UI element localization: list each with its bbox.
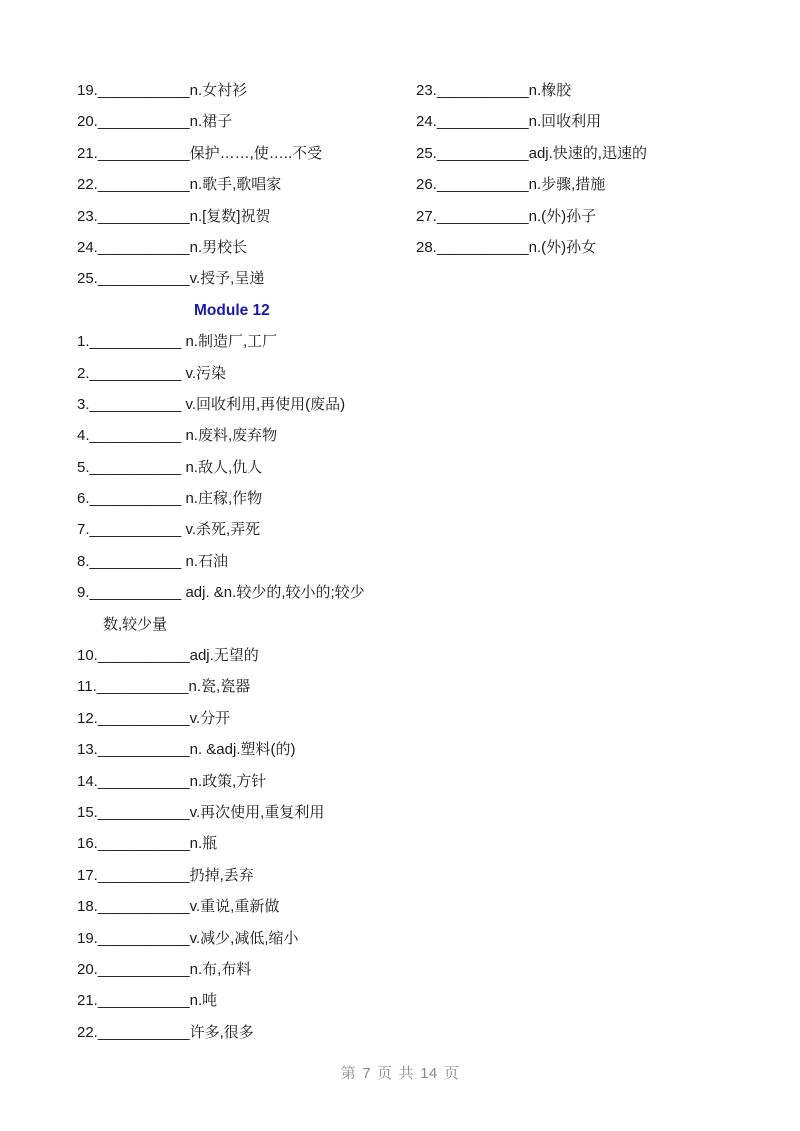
vocab-item (77, 581, 407, 612)
footer-total-word: 共 (398, 1065, 415, 1082)
answer-blank: ___________ (89, 427, 182, 445)
answer-blank: ___________ (436, 144, 529, 162)
answer-blank: ___________ (96, 678, 189, 696)
answer-blank: ___________ (97, 1023, 190, 1041)
answer-blank: ___________ (89, 458, 182, 476)
answer-blank: ___________ (89, 552, 182, 570)
answer-blank: ___________ (89, 395, 182, 413)
item-number: 21. (77, 992, 98, 1010)
item-number: 10. (77, 647, 98, 665)
answer-blank: ___________ (436, 113, 529, 131)
vocab-item (77, 644, 407, 675)
item-definition: v.授予,呈递 (189, 270, 265, 288)
answer-blank: ___________ (97, 866, 190, 884)
item-definition: n.男校长 (189, 238, 248, 256)
answer-blank: ___________ (97, 176, 190, 194)
item-number: 27. (416, 207, 437, 225)
item-number: 11. (77, 678, 97, 696)
item-definition: n.橡胶 (528, 82, 572, 99)
vocab-item (77, 801, 407, 832)
answer-blank: ___________ (97, 741, 190, 759)
answer-blank: ___________ (89, 333, 182, 351)
item-definition: n.政策,方针 (189, 772, 267, 790)
vocab-item (77, 205, 407, 236)
item-definition: v.分开 (189, 709, 231, 727)
right-column (416, 79, 746, 267)
item-definition: n.(外)孙女 (528, 238, 597, 256)
vocab-item-continuation: 数,较少量 (103, 615, 168, 633)
answer-blank: ___________ (97, 835, 190, 853)
item-definition: 扔掉,丢弃 (189, 866, 254, 884)
item-number: 15. (77, 803, 98, 821)
vocab-item (77, 110, 407, 141)
vocab-item (77, 393, 407, 424)
item-number: 7. (77, 521, 90, 539)
item-number: 28. (416, 238, 437, 256)
answer-blank: ___________ (436, 207, 529, 225)
vocab-item (416, 173, 746, 204)
vocab-item (77, 424, 407, 455)
item-definition: n.[复数]祝贺 (189, 207, 271, 225)
item-definition: 许多,很多 (189, 1023, 254, 1041)
item-number: 8. (77, 552, 90, 570)
item-number: 25. (77, 270, 98, 288)
item-definition: n.庄稼,作物 (185, 490, 263, 508)
item-definition: n.敌人,仇人 (185, 458, 263, 476)
vocab-item (77, 79, 407, 110)
answer-blank: ___________ (97, 772, 190, 790)
vocab-item (77, 362, 407, 393)
vocab-item (77, 236, 407, 267)
item-definition: n.(外)孙子 (528, 207, 597, 225)
item-number: 20. (77, 960, 98, 978)
item-definition: n. &adj.塑料(的) (189, 741, 296, 759)
answer-blank: ___________ (97, 803, 190, 821)
item-number: 24. (77, 238, 98, 256)
answer-blank: ___________ (97, 144, 190, 162)
vocab-item (77, 738, 407, 769)
vocab-item (77, 864, 407, 895)
item-number: 9. (77, 584, 90, 602)
answer-blank: ___________ (97, 238, 190, 256)
module-heading: Module 12 (194, 301, 270, 319)
answer-blank: ___________ (436, 176, 529, 194)
item-number: 23. (77, 207, 98, 225)
total-pages-number: 14 (420, 1065, 438, 1082)
item-number: 24. (416, 113, 437, 131)
item-number: 1. (77, 333, 90, 351)
vocab-item (77, 456, 407, 487)
item-number: 16. (77, 835, 98, 853)
item-number: 19. (77, 82, 98, 99)
answer-blank: ___________ (89, 584, 182, 602)
footer-prefix: 第 (340, 1065, 357, 1082)
answer-blank: ___________ (436, 238, 529, 256)
item-definition: adj. &n.较少的,较小的;较少 (185, 584, 365, 602)
item-definition: v.杀死,弄死 (185, 521, 261, 539)
vocab-item (416, 236, 746, 267)
answer-blank: ___________ (436, 82, 529, 99)
footer-page-word: 页 (377, 1065, 393, 1082)
item-definition: n.吨 (189, 992, 218, 1010)
item-number: 26. (416, 176, 437, 194)
item-number: 21. (77, 144, 98, 162)
answer-blank: ___________ (97, 960, 190, 978)
item-number: 6. (77, 490, 90, 508)
vocab-item (77, 173, 407, 204)
item-definition: n.废料,废弃物 (185, 427, 278, 445)
item-definition: v.回收利用,再使用(废品) (185, 395, 346, 413)
item-number: 20. (77, 113, 98, 131)
vocab-item (77, 142, 407, 173)
item-definition: v.再次使用,重复利用 (189, 803, 325, 821)
vocab-item (77, 958, 407, 989)
item-definition: n.女衬衫 (189, 82, 248, 99)
item-number: 2. (77, 364, 90, 382)
item-definition: n.裙子 (189, 113, 233, 131)
vocab-item (77, 895, 407, 926)
vocab-item (77, 989, 407, 1020)
answer-blank: ___________ (97, 898, 190, 916)
left-column (77, 79, 407, 1052)
vocab-item (77, 832, 407, 863)
item-definition: n.歌手,歌唱家 (189, 176, 282, 194)
answer-blank: ___________ (97, 207, 190, 225)
vocab-item (416, 205, 746, 236)
vocab-item (416, 79, 746, 110)
item-definition: n.瓶 (189, 835, 218, 853)
current-page-number: 7 (362, 1065, 372, 1082)
vocab-item (77, 927, 407, 958)
vocab-item (77, 487, 407, 518)
item-number: 25. (416, 144, 437, 162)
item-number: 4. (77, 427, 90, 445)
item-number: 12. (77, 709, 98, 727)
item-definition: n.石油 (185, 552, 228, 570)
vocab-item (77, 267, 407, 298)
item-definition: v.减少,减低,缩小 (189, 929, 299, 947)
vocab-item (77, 770, 407, 801)
item-number: 17. (77, 866, 98, 884)
answer-blank: ___________ (97, 647, 190, 665)
item-definition: n.步骤,措施 (528, 176, 606, 194)
item-number: 23. (416, 82, 437, 99)
vocab-item (77, 1021, 407, 1052)
answer-blank: ___________ (89, 364, 182, 382)
item-number: 3. (77, 395, 90, 413)
footer-suffix: 页 (443, 1065, 460, 1082)
item-definition: adj.快速的,迅速的 (528, 144, 647, 162)
vocab-item (77, 518, 407, 549)
item-number: 13. (77, 741, 98, 759)
item-definition: n.制造厂,工厂 (185, 333, 278, 351)
item-number: 18. (77, 898, 98, 916)
vocab-item (416, 110, 746, 141)
item-number: 19. (77, 929, 98, 947)
item-number: 22. (77, 1023, 98, 1041)
item-number: 5. (77, 458, 90, 476)
vocab-item (77, 675, 407, 706)
answer-blank: ___________ (89, 490, 182, 508)
answer-blank: ___________ (97, 992, 190, 1010)
vocab-item (77, 330, 407, 361)
vocab-item (77, 707, 407, 738)
vocab-item (416, 142, 746, 173)
answer-blank: ___________ (97, 929, 190, 947)
vocab-item (77, 550, 407, 581)
answer-blank: ___________ (89, 521, 182, 539)
item-number: 14. (77, 772, 98, 790)
item-definition: v.重说,重新做 (189, 898, 280, 916)
item-number: 22. (77, 176, 98, 194)
item-definition: adj.无望的 (189, 647, 259, 665)
item-definition: n.瓷,瓷器 (188, 678, 251, 696)
item-definition: v.污染 (185, 364, 227, 382)
item-definition: n.回收利用 (528, 113, 602, 131)
answer-blank: ___________ (97, 270, 190, 288)
page-footer (0, 1062, 800, 1083)
answer-blank: ___________ (97, 709, 190, 727)
item-definition: n.布,布料 (189, 960, 252, 978)
answer-blank: ___________ (97, 113, 190, 131)
item-definition: 保护……,使…..不受 (189, 144, 323, 162)
answer-blank: ___________ (97, 82, 190, 99)
